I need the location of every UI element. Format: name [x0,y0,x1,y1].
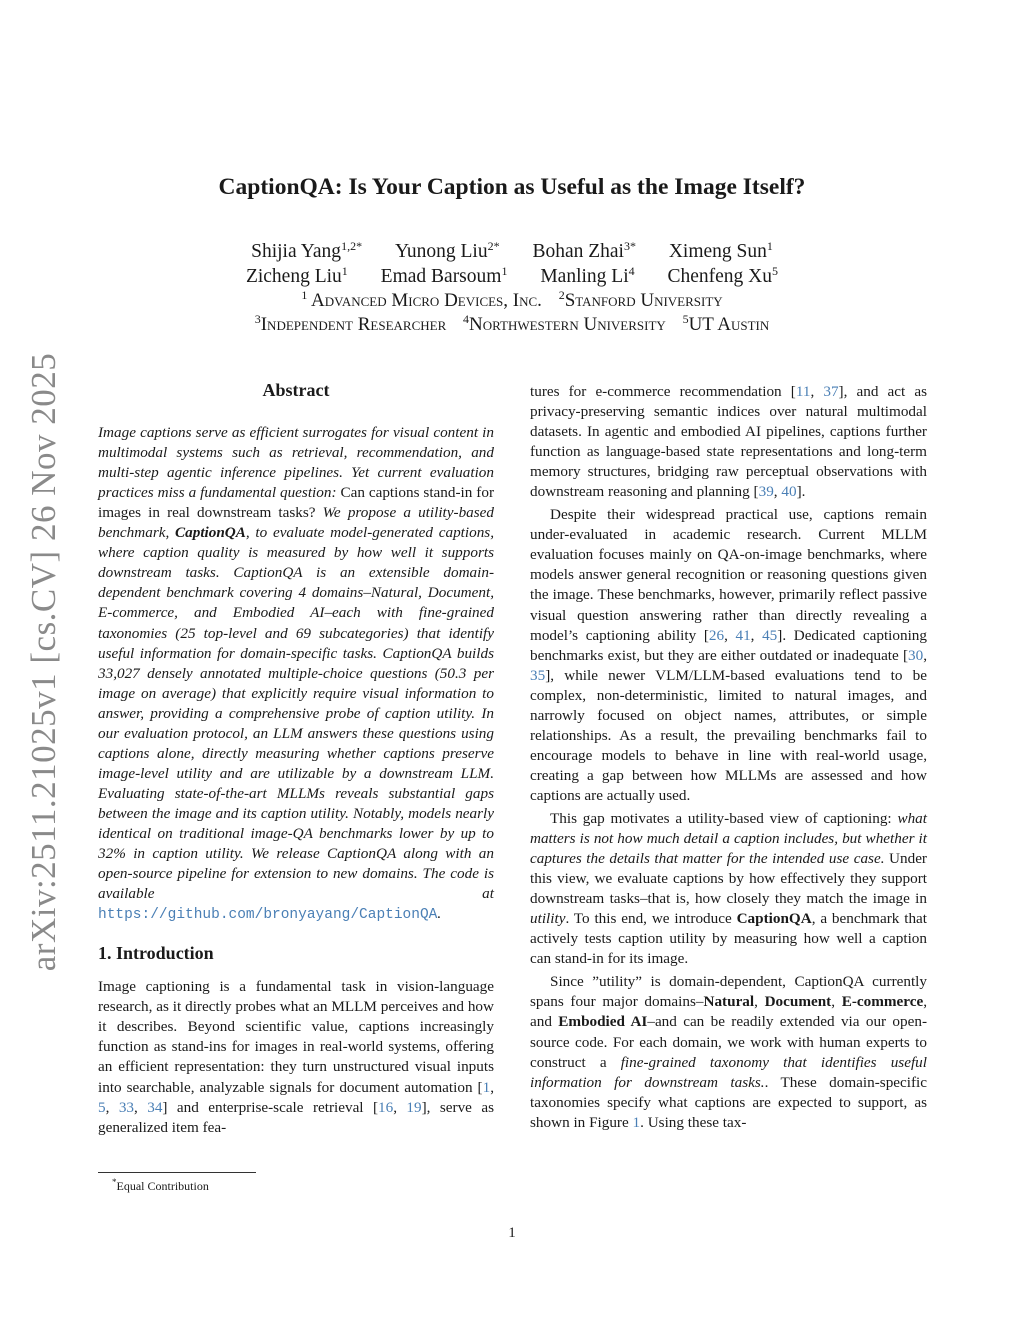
author: Yunong Liu$^{2*}$ [394,239,500,262]
page-number: 1 [508,1225,516,1241]
benchmark-name: CaptionQA [175,524,246,542]
citation-link[interactable]: 35 [530,666,546,684]
author: Emad Barsoum$^1$ [380,264,508,287]
intro-paragraph: This gap motivates a utility-based view of captioning: what matters is not how much detail a caption includes, but whether it captures the details that matter for the intended use case. Under this view, we evaluate captions by how effectively they support downstream tasks–that is, how closely they match the image in utility. To this end, we introduce CaptionQA, a benchmark that actively tests caption utility by measuring how well a caption can stand-in for its image. [530,809,927,968]
citation-link[interactable]: 16 [378,1098,394,1116]
citation-link[interactable]: 30 [908,646,924,664]
author: Manling Li$^4$ [540,264,635,287]
citation-link[interactable]: 37 [823,383,839,400]
intro-paragraph: Despite their widespread practical use, captions remain under-evaluated in academic research. Current MLLM evaluation focuses mainly on QA-on-image benchmarks, where models answer general recognition or reasoning questions given the image. These benchmarks, however, primarily reflect passive visual question answering rather than directly revealing a model’s captioning ability [26, 41, 45]. Dedicated captioning benchmarks exist, but they are either outdated or inadequate [30, 35], while newer VLM/LLM-based evaluations tend to be complex, non-deterministic, limited to natural images, and narrowly focused on object names, attributes, or simple relationships. As a result, the prevailing benchmarks fail to encourage models to behave in line with real-world usage, creating a gap between how MLLMs are assessed and how captions are actually used. [530,506,927,804]
affiliation: $^3$Independent Researcher [254,312,447,335]
affiliation-line-1 [0,289,1024,313]
right-column [530,382,927,1133]
code-link[interactable]: https://github.com/bronyayang/CaptionQA [98,907,438,924]
citation-link[interactable]: 34 [147,1098,163,1116]
author: Ximeng Sun$^1$ [668,239,773,262]
citation-link[interactable]: 26 [708,626,725,644]
affiliation: $^1$ Advanced Micro Devices, Inc. [301,288,542,311]
arxiv-stamp: arXiv:2511.21025v1 [cs.CV] 26 Nov 2025 [24,352,63,972]
intro-paragraph: tures for e-commerce recommendation [11, 37], and act as privacy-preserving semantic indices over natural multimodal datasets. In agentic and embodied AI pipelines, captions further function as language-based state representations and long-term memory structures, bridging raw perceptual observations with downstream reasoning and planning [39, 40]. [530,383,928,501]
citation-link[interactable]: 19 [406,1098,422,1116]
footnote: *Equal Contribution [112,1177,209,1193]
footnote-divider [98,1172,256,1173]
affiliation-line-2 [0,313,1024,337]
citation-link[interactable]: 11 [795,383,811,400]
author-block [0,239,1024,337]
affiliation: $^4$Northwestern University [463,312,666,335]
section-heading-introduction: 1. Introduction [98,943,214,964]
left-column [98,380,494,1138]
author-line-2 [0,264,1024,289]
abstract-heading: Abstract [262,380,330,400]
citation-link[interactable]: 33 [118,1098,134,1116]
author: Zicheng Liu$^1$ [245,264,348,287]
author: Chenfeng Xu$^5$ [667,264,779,287]
citation-link[interactable]: 40 [781,483,797,501]
figure-link[interactable]: 1 [632,1113,641,1131]
abstract-text: Image captions serve as efficient surrogates for visual content in multimodal systems such as retrieval, recommendation, and multi-step agentic inference pipelines. Yet current evaluation practices miss a fundamental question: Can captions stand-in for images in real downstream tasks? We propose a utility-based benchmark, CaptionQA, to evaluate model-generated captions, where caption quality is measured by how well it supports downstream tasks. CaptionQA is an extensible domain-dependent benchmark covering 4 domains–Natural, Document, E-commerce, and Embodied AI–each with fine-grained taxonomies (25 top-level and 69 subcategories) that identify useful information for domain-specific tasks. CaptionQA builds 33,027 densely annotated multiple-choice questions (50.3 per image on average) that explicitly require visual information to answer, providing a comprehensive probe of caption utility. In our evaluation protocol, an LLM answers these questions using captions alone, directly measuring whether captions preserve image-level utility and are utilizable by a downstream LLM. Evaluating state-of-the-art MLLMs reveals substantial gaps between the image and its caption utility. Notably, models nearly identical on traditional image-QA benchmarks lower by up to 32% in caption utility. We release CaptionQA along with an open-source pipeline for extension to new domains. The code is available at https://github.com/bronyayang/CaptionQA. [98,424,494,924]
citation-link[interactable]: 39 [758,483,774,501]
author: Shijia Yang$^{1,2*}$ [251,239,363,262]
affiliation: $^2$Stanford University [558,288,723,311]
intro-paragraph: Since ”utility” is domain-dependent, CaptionQA currently spans four major domains–Natural, Document, E-commerce, and Embodied AI–and can be readily extended via our open-source code. For each domain, we work with human experts to construct a fine-grained taxonomy that identifies useful information for downstream tasks.. These domain-specific taxonomies specify what captions are expected to support, as shown in Figure 1. Using these tax- [530,973,928,1131]
author-line-1 [0,239,1024,264]
citation-link[interactable]: 1 [482,1078,491,1096]
citation-link[interactable]: 5 [98,1098,106,1116]
author: Bohan Zhai$^{3*}$ [532,239,636,262]
citation-link[interactable]: 41 [735,626,751,644]
paper-title: CaptionQA: Is Your Caption as Useful as the Image Itself? [218,174,806,200]
citation-link[interactable]: 45 [762,626,778,644]
affiliation: $^5$UT Austin [682,312,770,335]
intro-paragraph: Image captioning is a fundamental task in vision-language research, as it directly probes what an MLLM perceives and how it describes. Beyond scientific value, captions increasingly function as stand-ins for images in real-world systems, offering an efficient representation: they turn unstructured visual inputs into searchable, analyzable signals for document automation [1, 5, 33, 34] and enterprise-scale retrieval [16, 19], serve as generalized item fea- [98,978,494,1136]
